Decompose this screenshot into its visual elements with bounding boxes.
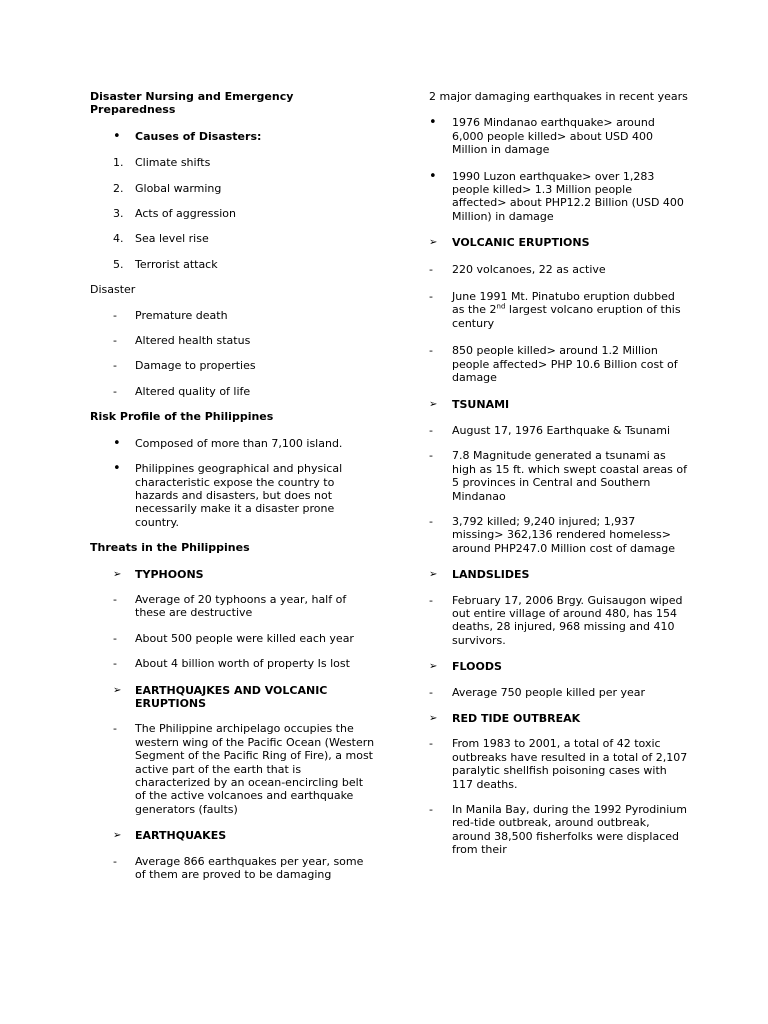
volcanic-text	[452, 290, 689, 330]
cause-item	[90, 207, 375, 220]
earthquakes-heading-item	[90, 829, 375, 842]
volcanic-text: 220 volcanoes, 22 as active	[452, 262, 606, 276]
dash-marker: -	[113, 592, 117, 606]
dash-marker: -	[429, 423, 433, 437]
dash-marker: -	[113, 854, 117, 868]
major-eq-item	[429, 170, 689, 224]
ordinal-suffix: nd	[496, 302, 506, 311]
bullet-icon: •	[113, 435, 121, 451]
risk-bullet-text: Philippines geographical and physical characteristic expose the country to hazards and disasters, but does not necessarily make it a disaster prone country.	[135, 462, 343, 529]
typhoons-heading: TYPHOONS	[135, 567, 204, 581]
bullet-icon: •	[429, 115, 437, 131]
disaster-effect-item	[90, 309, 375, 322]
redtide-item	[429, 803, 689, 857]
dash-marker: -	[429, 290, 433, 304]
causes-heading: Causes of Disasters:	[135, 129, 262, 143]
arrow-bullet-icon: ➢	[113, 684, 122, 696]
disaster-effect-text: Premature death	[135, 308, 228, 322]
disaster-effect-text: Altered quality of life	[135, 384, 251, 398]
list-number: 3.	[113, 207, 124, 221]
list-number: 4.	[113, 232, 124, 246]
cause-item	[90, 258, 375, 271]
list-number: 5.	[113, 257, 124, 271]
volcanic-item	[429, 290, 689, 330]
landslides-heading: LANDSLIDES	[452, 568, 530, 582]
redtide-text: In Manila Bay, during the 1992 Pyrodinium red-tide outbreak, around outbreak, around 38,500 fisherfolks were displaced from their	[452, 803, 687, 857]
typhoon-text: About 500 people were killed each year	[135, 631, 354, 645]
earthquakes-heading: EARTHQUAKES	[135, 829, 227, 843]
arrow-bullet-icon: ➢	[429, 398, 438, 410]
typhoons-heading-item	[90, 568, 375, 581]
landslide-item	[429, 594, 689, 648]
cause-item	[90, 156, 375, 169]
arrow-bullet-icon: ➢	[429, 661, 438, 673]
typhoon-text: About 4 billion worth of property Is lost	[135, 657, 350, 671]
cause-text: Global warming	[135, 181, 222, 195]
dash-marker: -	[113, 631, 117, 645]
dash-marker: -	[429, 262, 433, 276]
typhoon-item	[90, 632, 375, 645]
tsunami-text: August 17, 1976 Earthquake & Tsunami	[452, 423, 671, 437]
dash-marker: -	[429, 737, 433, 751]
volcanic-item	[429, 344, 689, 384]
disaster-effect-text: Damage to properties	[135, 359, 256, 373]
volcanic-text: 850 people killed> around 1.2 Million people affected> PHP 10.6 Billion cost of damage	[452, 344, 678, 385]
cause-text: Terrorist attack	[135, 257, 218, 271]
disaster-label: Disaster	[90, 283, 136, 297]
redtide-heading: RED TIDE OUTBREAK	[452, 712, 581, 725]
tsunami-text: 7.8 Magnitude generated a tsunami as high as 15 ft. which swept coastal areas of 5 provinces in Central and Southern Mindanao	[452, 449, 687, 503]
arrow-bullet-icon: ➢	[113, 568, 122, 580]
arrow-bullet-icon: ➢	[429, 713, 438, 724]
major-eq-item	[429, 116, 689, 156]
typhoon-item	[90, 593, 375, 620]
eq-volcanic-item	[90, 722, 375, 816]
risk-bullet-item	[90, 462, 375, 529]
landslide-text: February 17, 2006 Brgy. Guisaugon wiped out entire village of around 480, has 154 deaths, 28 injured, 968 missing and 410 survivors.	[452, 593, 683, 647]
major-earthquakes-intro: 2 major damaging earthquakes in recent years	[429, 90, 688, 103]
tsunami-text: 3,792 killed; 9,240 injured; 1,937 missing> 362,136 rendered homeless> around PHP247.0 Million cost of damage	[452, 514, 675, 555]
earthquake-item	[90, 855, 375, 882]
causes-heading-item	[90, 130, 375, 143]
dash-marker: -	[429, 803, 433, 817]
document-title: Disaster Nursing and Emergency Preparedness	[90, 90, 294, 117]
disaster-effect-item	[90, 334, 375, 347]
dash-marker: -	[113, 308, 117, 322]
cause-text: Sea level rise	[135, 232, 209, 246]
disaster-effect-item	[90, 359, 375, 372]
bullet-icon: •	[429, 168, 437, 184]
volcanic-item	[429, 263, 689, 276]
left-column	[90, 90, 375, 881]
arrow-bullet-icon: ➢	[113, 830, 122, 842]
tsunami-heading: TSUNAMI	[452, 397, 510, 411]
risk-profile-heading: Risk Profile of the Philippines	[90, 410, 274, 424]
dash-marker: -	[113, 657, 117, 671]
dash-marker: -	[429, 449, 433, 463]
tsunami-item	[429, 424, 689, 437]
typhoon-item	[90, 657, 375, 670]
dash-marker: -	[429, 685, 433, 699]
right-column	[429, 90, 689, 857]
eq-volcanic-text: The Philippine archipelago occupies the western wing of the Pacific Ocean (Western Segment of the Pacific Ring of Fire), a most active part of the earth that is characterized by an ocean-encircling belt of the active volcanoes and earthquake generators (faults)	[135, 722, 375, 816]
cause-item	[90, 232, 375, 245]
landslides-heading-item	[429, 568, 689, 581]
eq-volcanic-heading-item	[90, 684, 375, 711]
dash-marker: -	[113, 334, 117, 348]
volcanic-heading: VOLCANIC ERUPTIONS	[452, 236, 590, 250]
arrow-bullet-icon: ➢	[429, 237, 438, 249]
bullet-icon: •	[113, 461, 121, 477]
floods-heading: FLOODS	[452, 660, 502, 674]
risk-bullet-text: Composed of more than 7,100 island.	[135, 436, 343, 450]
tsunami-item	[429, 515, 689, 555]
list-number: 2.	[113, 181, 124, 195]
major-eq-text: 1990 Luzon earthquake> over 1,283 people killed> 1.3 Million people affected> about PHP12.2 Billion (USD 400 Million) in damage	[452, 169, 684, 223]
tsunami-heading-item	[429, 398, 689, 411]
list-number: 1.	[113, 156, 124, 170]
arrow-bullet-icon: ➢	[429, 569, 438, 581]
cause-text: Climate shifts	[135, 156, 211, 170]
earthquake-text: Average 866 earthquakes per year, some of them are proved to be damaging	[135, 854, 364, 882]
typhoon-text: Average of 20 typhoons a year, half of these are destructive	[135, 592, 347, 620]
redtide-text: From 1983 to 2001, a total of 42 toxic outbreaks have resulted in a total of 2,107 paralytic shellfish poisoning cases with 117 deaths.	[452, 737, 688, 791]
eq-volcanic-heading: EARTHQUAJKES AND VOLCANIC ERUPTIONS	[135, 683, 328, 710]
disaster-effect-item	[90, 385, 375, 398]
redtide-item	[429, 737, 689, 791]
volcanic-heading-item	[429, 236, 689, 249]
redtide-heading-item	[429, 712, 689, 725]
floods-heading-item	[429, 660, 689, 673]
dash-marker: -	[429, 593, 433, 607]
cause-item	[90, 182, 375, 195]
risk-bullet-item	[90, 437, 375, 450]
flood-item	[429, 686, 689, 699]
volcanic-text-part: largest volcano eruption of this century	[452, 303, 681, 330]
dash-marker: -	[429, 344, 433, 358]
major-eq-text: 1976 Mindanao earthquake> around 6,000 people killed> about USD 400 Million in damage	[452, 116, 655, 157]
disaster-effect-text: Altered health status	[135, 334, 251, 348]
bullet-icon: •	[113, 128, 121, 144]
volcanic-text-part: June 1991 Mt. Pinatubo eruption dubbed as the 2	[452, 290, 675, 317]
dash-marker: -	[113, 359, 117, 373]
threats-heading: Threats in the Philippines	[90, 541, 250, 555]
flood-text: Average 750 people killed per year	[452, 685, 646, 699]
tsunami-item	[429, 449, 689, 503]
cause-text: Acts of aggression	[135, 207, 236, 221]
dash-marker: -	[113, 384, 117, 398]
dash-marker: -	[113, 722, 117, 736]
dash-marker: -	[429, 514, 433, 528]
